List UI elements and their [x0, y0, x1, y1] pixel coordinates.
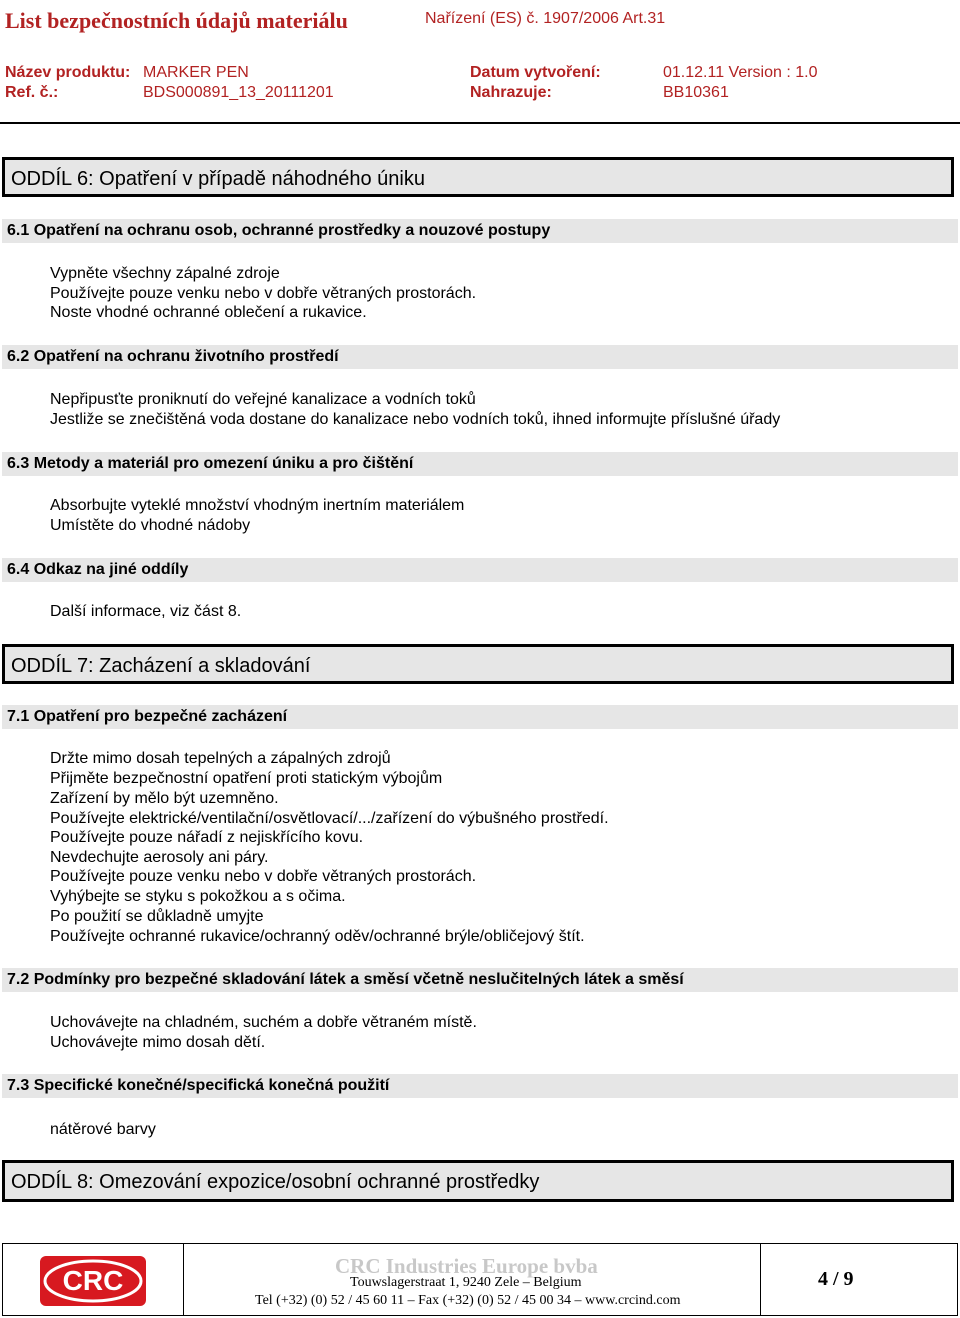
reference-label: Ref. č.:: [5, 84, 59, 101]
reference-value: BDS000891_13_20111201: [143, 84, 334, 101]
footer-company: CRC Industries Europe bvba: [335, 1254, 598, 1278]
text-line: Absorbujte vyteklé množství vhodným inertním materiálem: [50, 497, 465, 514]
text-line: Jestliže se znečištěná voda dostane do kanalizace nebo vodních toků, ihned informujte příslušné úřady: [50, 411, 781, 428]
section-6-header: [2, 157, 954, 197]
subsection-7-2-bar: [2, 968, 958, 992]
footer-contact: Tel (+32) (0) 52 / 45 60 11 – Fax (+32) (0) 52 / 45 00 34 – www.crcind.com: [255, 1293, 681, 1308]
text-line: Uchovávejte na chladném, suchém a dobře větraném místě.: [50, 1014, 477, 1031]
subsection-7-1-title: 7.1 Opatření pro bezpečné zacházení: [7, 708, 288, 725]
logo-text: CRC: [62, 1265, 124, 1296]
text-line: Vyhýbejte se styku s pokožkou a s očima.: [50, 888, 346, 905]
product-name-value: MARKER PEN: [143, 64, 249, 81]
text-line: Používejte pouze venku nebo v dobře větraných prostorách.: [50, 285, 477, 302]
section-7-header: [2, 644, 954, 684]
subsection-6-1-title: 6.1 Opatření na ochranu osob, ochranné prostředky a nouzové postupy: [7, 222, 551, 239]
regulation-reference: Nařízení (ES) č. 1907/2006 Art.31: [425, 10, 666, 27]
page-number: 4 / 9: [818, 1268, 854, 1290]
footer-address: Touwslagerstraat 1, 9240 Zele – Belgium: [350, 1275, 582, 1290]
subsection-7-1-bar: [2, 705, 958, 729]
section-6-title: ODDÍL 6: Opatření v případě náhodného úniku: [11, 168, 425, 190]
text-line: Používejte pouze venku nebo v dobře větraných prostorách.: [50, 868, 477, 885]
subsection-6-1-bar: [2, 219, 958, 243]
subsection-6-4-bar: [2, 558, 958, 582]
text-line: Po použití se důkladně umyjte: [50, 908, 264, 925]
subsection-6-2-title: 6.2 Opatření na ochranu životního prostředí: [7, 348, 339, 365]
footer-divider: [183, 1243, 184, 1316]
subsection-6-4-title: 6.4 Odkaz na jiné oddíly: [7, 561, 189, 578]
subsection-7-3-title: 7.3 Specifické konečné/specifická konečná použití: [7, 1077, 390, 1094]
replaces-label: Nahrazuje:: [470, 84, 552, 101]
text-line: Nepřipusťte proniknutí do veřejné kanalizace a vodních toků: [50, 391, 476, 408]
footer-divider: [760, 1243, 761, 1316]
crc-logo: [40, 1256, 146, 1306]
subsection-7-2-title: 7.2 Podmínky pro bezpečné skladování látek a směsí včetně neslučitelných látek a směsí: [7, 971, 684, 988]
text-line: Noste vhodné ochranné oblečení a rukavice.: [50, 304, 367, 321]
subsection-6-3-title: 6.3 Metody a materiál pro omezení úniku a pro čištění: [7, 455, 414, 472]
subsection-6-3-bar: [2, 452, 958, 476]
header-divider: [0, 122, 960, 124]
created-date-value: 01.12.11 Version : 1.0: [663, 64, 818, 81]
text-line: Nevdechujte aerosoly ani páry.: [50, 849, 269, 866]
document-title: List bezpečnostních údajů materiálu: [5, 8, 348, 33]
text-line: Držte mimo dosah tepelných a zápalných zdrojů: [50, 750, 391, 767]
text-line: Používejte elektrické/ventilační/osvětlovací/.../zařízení do výbušného prostředí.: [50, 810, 609, 827]
replaces-value: BB10361: [663, 84, 729, 101]
section-8-header: [2, 1160, 954, 1202]
created-date-label: Datum vytvoření:: [470, 64, 601, 81]
product-name-label: Název produktu:: [5, 64, 131, 81]
subsection-7-3-bar: [2, 1074, 958, 1098]
text-line: Uchovávejte mimo dosah dětí.: [50, 1034, 266, 1051]
text-line: Přijměte bezpečnostní opatření proti statickým výbojům: [50, 770, 443, 787]
text-line: Umístěte do vhodné nádoby: [50, 517, 251, 534]
text-line: Vypněte všechny zápalné zdroje: [50, 265, 280, 282]
section-7-title: ODDÍL 7: Zacházení a skladování: [11, 655, 311, 677]
text-line: Další informace, viz část 8.: [50, 603, 242, 620]
text-line: Zařízení by mělo být uzemněno.: [50, 790, 279, 807]
text-line: Používejte pouze nářadí z nejiskřícího kovu.: [50, 829, 364, 846]
text-line: Používejte ochranné rukavice/ochranný oděv/ochranné brýle/obličejový štít.: [50, 928, 585, 945]
subsection-6-2-bar: [2, 345, 958, 369]
text-line: nátěrové barvy: [50, 1121, 156, 1138]
section-8-title: ODDÍL 8: Omezování expozice/osobní ochranné prostředky: [11, 1171, 540, 1193]
